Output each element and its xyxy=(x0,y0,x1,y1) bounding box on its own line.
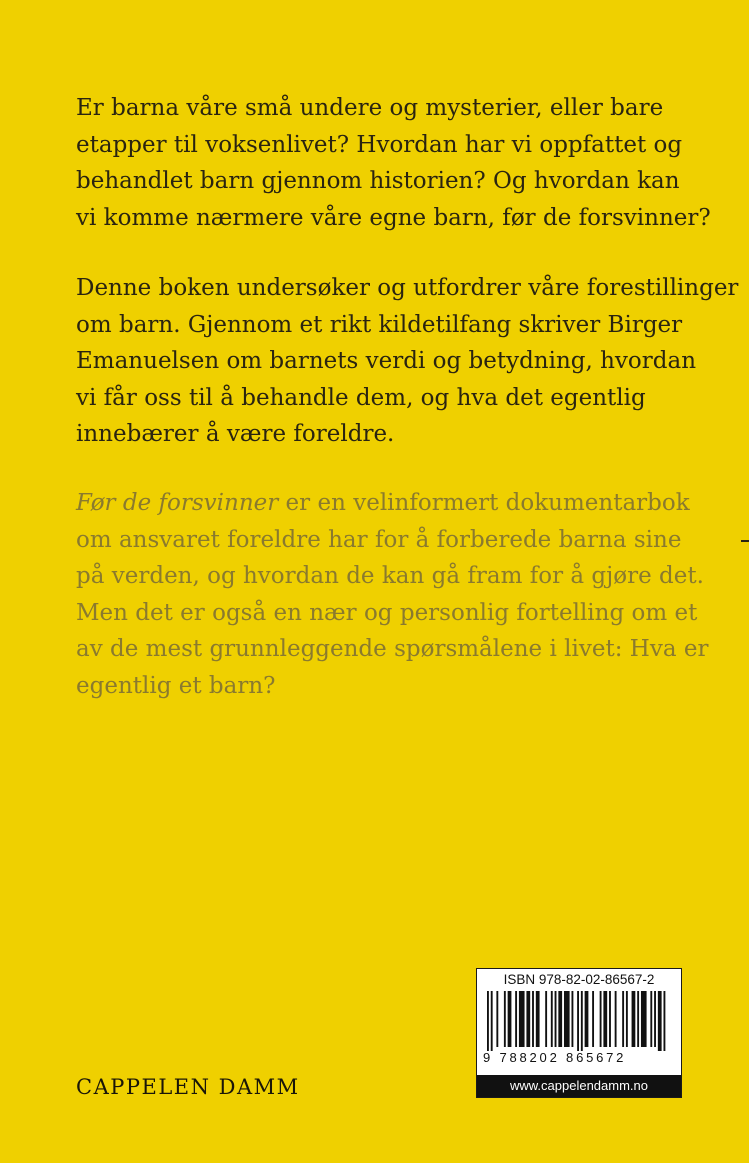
barcode-bar xyxy=(496,991,498,1047)
barcode-bar xyxy=(564,991,570,1047)
blurb-line: på verden, og hvordan de kan gå fram for å gjøre det. xyxy=(76,563,704,589)
blurb-line: Denne boken undersøker og utfordrer våre forestillinger xyxy=(76,275,739,301)
barcode-bar xyxy=(551,991,553,1047)
blurb-line: av de mest grunnleggende spørsmålene i livet: Hva er xyxy=(76,636,709,662)
barcode-bar xyxy=(519,991,525,1047)
blurb-line: om barn. Gjennom et rikt kildetilfang skriver Birger xyxy=(76,311,683,338)
barcode-bar xyxy=(515,991,517,1047)
blurb-line: innebærer å være foreldre. xyxy=(76,421,395,447)
publisher-url: www.cappelendamm.no xyxy=(477,1075,681,1097)
barcode-bar xyxy=(663,991,665,1051)
barcode-bar xyxy=(555,991,557,1047)
barcode-bar xyxy=(615,991,617,1047)
barcode-bar xyxy=(637,991,639,1047)
blurb-line: egentlig et barn? xyxy=(76,672,276,699)
blurb-line: etapper til voksenlivet? Hvordan har vi oppfattet og xyxy=(76,131,683,158)
barcode-bar xyxy=(603,991,607,1047)
barcode-bar xyxy=(650,991,652,1047)
barcode-bar xyxy=(491,991,493,1051)
blurb-line: behandlet barn gjennom historien? Og hvordan kan xyxy=(76,168,680,194)
crop-mark xyxy=(741,540,749,542)
blurb-line: vi komme nærmere våre egne barn, før de forsvinner? xyxy=(76,204,711,231)
barcode-bar xyxy=(641,991,647,1047)
isbn-barcode-box xyxy=(476,968,682,1098)
barcode-bar xyxy=(526,991,530,1047)
barcode-bar xyxy=(592,991,594,1047)
barcode-bar xyxy=(577,991,579,1051)
blurb-line: vi får oss til å behandle dem, og hva det egentlig xyxy=(76,384,646,411)
barcode-bar xyxy=(504,991,506,1047)
book-title-italic: Før de forsvinner xyxy=(76,490,279,516)
barcode-bar xyxy=(487,991,489,1051)
barcode-bar xyxy=(545,991,547,1047)
barcode-bar xyxy=(532,991,534,1047)
barcode-bar xyxy=(558,991,562,1047)
blurb-paragraph-1 xyxy=(76,90,716,236)
barcode-bar xyxy=(508,991,512,1047)
blurb-paragraph-3 xyxy=(76,485,716,704)
blurb-line: Er barna våre små undere og mysterier, eller bare xyxy=(76,95,664,121)
barcode-bar xyxy=(626,991,628,1047)
barcode-bar xyxy=(609,991,611,1047)
barcode-bar xyxy=(585,991,589,1047)
barcode-bar xyxy=(600,991,602,1047)
blurb-line: Men det er også en nær og personlig fortelling om et xyxy=(76,599,698,626)
isbn-label: ISBN 978-82-02-86567-2 xyxy=(503,972,655,987)
barcode-bar xyxy=(622,991,624,1047)
blurb-line: om ansvaret foreldre har for å forberede barna sine xyxy=(76,526,682,553)
blurb-paragraph-2 xyxy=(76,270,739,453)
barcode-bar xyxy=(571,991,573,1047)
blurb-line xyxy=(76,485,716,522)
blurb-line-rest: er en velinformert dokumentarbok xyxy=(278,490,690,516)
barcode-bar xyxy=(536,991,540,1047)
barcode-icon xyxy=(483,991,675,1051)
barcode-bar xyxy=(581,991,583,1051)
publisher-logo: CAPPELEN DAMM xyxy=(76,1075,300,1099)
barcode-digits: 9 788202 865672 xyxy=(483,1050,627,1065)
barcode-bar xyxy=(654,991,656,1047)
barcode-bar xyxy=(658,991,662,1051)
barcode-bar xyxy=(632,991,636,1047)
blurb-line: Emanuelsen om barnets verdi og betydning, hvordan xyxy=(76,348,697,374)
